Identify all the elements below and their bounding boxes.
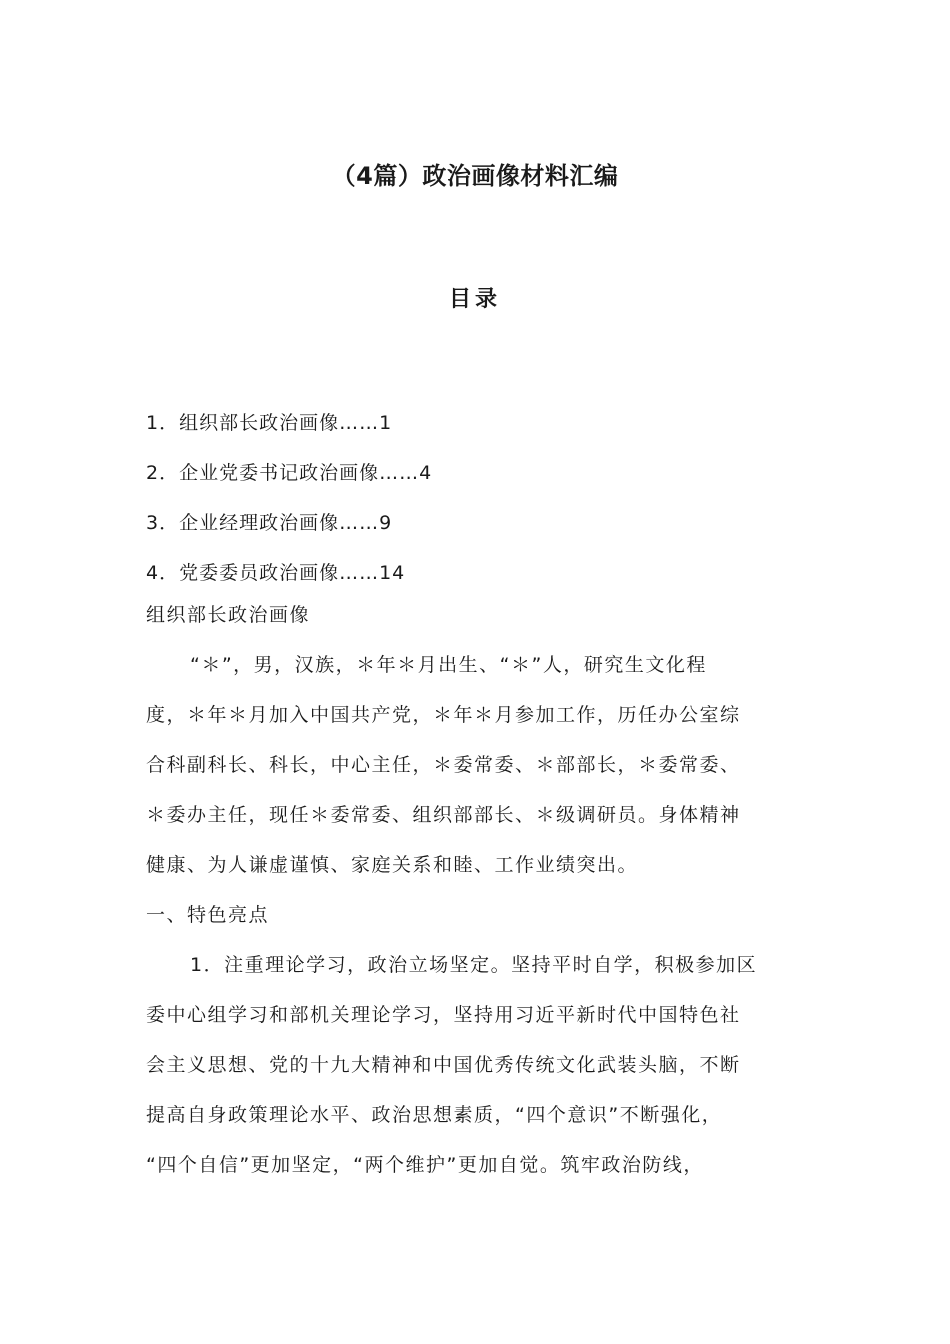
section-title: 组织部长政治画像 [146,604,311,626]
paragraph-line: ＊委办主任，现任＊委常委、组织部部长、＊级调研员。身体精神 [146,804,741,826]
paragraph-line: 度，＊年＊月加入中国共产党，＊年＊月参加工作，历任办公室综 [146,704,741,726]
document-body [146,590,806,1190]
toc-item[interactable]: 2．企业党委书记政治画像……4 [146,462,433,484]
paragraph-line: 提高自身政策理论水平、政治思想素质，“四个意识”不断强化， [146,1104,723,1126]
toc-item[interactable]: 4．党委委员政治画像……14 [146,562,406,584]
table-of-contents [146,398,806,598]
paragraph-line: 会主义思想、党的十九大精神和中国优秀传统文化武装头脑，不断 [146,1054,741,1076]
paragraph-line: “四个自信”更加坚定，“两个维护”更加自觉。筑牢政治防线， [146,1154,704,1176]
paragraph-line: 委中心组学习和部机关理论学习，坚持用习近平新时代中国特色社 [146,1004,741,1026]
subheading: 一、特色亮点 [146,904,270,926]
toc-heading: 目录 [448,287,501,312]
paragraph-highlight [146,940,806,1190]
paragraph-profile [146,640,806,890]
toc-item[interactable]: 1．组织部长政治画像……1 [146,412,393,434]
paragraph-line: 合科副科长、科长，中心主任，＊委常委、＊部部长，＊委常委、 [146,754,741,776]
paragraph-line: 健康、为人谦虚谨慎、家庭关系和睦、工作业绩突出。 [146,854,639,876]
paragraph-line: “＊”，男，汉族，＊年＊月出生、“＊”人，研究生文化程 [190,654,707,676]
toc-item[interactable]: 3．企业经理政治画像……9 [146,512,393,534]
document-title: （4篇）政治画像材料汇编 [331,162,619,190]
paragraph-line: 1．注重理论学习，政治立场坚定。坚持平时自学，积极参加区 [190,954,758,976]
